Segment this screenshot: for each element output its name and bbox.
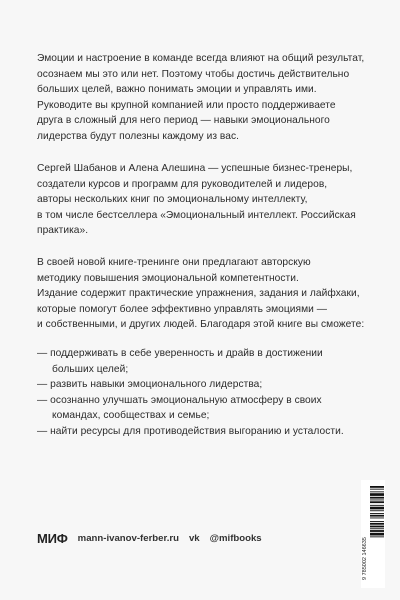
text-line: Руководите вы крупной компанией или просто поддерживаете	[37, 99, 336, 111]
list-item	[37, 424, 367, 440]
authors-paragraph	[37, 161, 367, 239]
text-line: В своей новой книге-тренинге они предлагают авторскую	[37, 257, 311, 268]
text-line: в том числе бестселлера «Эмоциональный интеллект. Российская	[37, 209, 356, 221]
list-item	[37, 346, 367, 377]
bullet-line: — найти ресурсы для противодействия выгоранию и усталости.	[37, 425, 344, 437]
publisher-logo: МИФ	[37, 531, 68, 546]
book-description-paragraph	[37, 255, 367, 333]
text-line: и собственными, и других людей. Благодаря этой книге вы сможете:	[37, 319, 365, 331]
isbn-text: 9 785002 146635	[362, 537, 368, 580]
list-item	[37, 393, 367, 424]
bullet-line: командах, сообществах и семье;	[52, 410, 210, 422]
intro-paragraph	[37, 51, 367, 145]
text-line: практика».	[37, 225, 89, 237]
publisher-website-link[interactable]: mann-ivanov-ferber.ru	[77, 533, 179, 544]
text-line: осознаем мы это или нет. Поэтому чтобы достичь действительно	[37, 68, 350, 80]
text-line: Эмоции и настроение в команде всегда влияют на общий результат,	[37, 53, 365, 64]
text-line: лидерства будут полезны каждому из вас.	[37, 130, 240, 142]
text-line: которые помогут более эффективно управлять эмоциями —	[37, 303, 328, 315]
bullet-line: больших целей;	[52, 363, 129, 375]
text-line: друга в сложный для него период — навыки эмоционального	[37, 115, 330, 127]
benefits-list	[37, 346, 367, 440]
vk-icon[interactable]: vk	[188, 533, 200, 544]
text-line: создатели курсов и программ для руководителей и лидеров,	[37, 178, 328, 190]
text-line: больших целей, важно понимать эмоции и управлять ими.	[37, 84, 317, 96]
bullet-line: — поддерживать в себе уверенность и драйв в достижении	[37, 348, 323, 359]
bullet-line: — развить навыки эмоционального лидерства;	[37, 379, 263, 391]
bullet-line: — осознанно улучшать эмоциональную атмосферу в своих	[37, 394, 322, 406]
text-line: методику повышения эмоциональной компетентности.	[37, 272, 299, 284]
text-line: авторы нескольких книг по эмоциональному интеллекту,	[37, 194, 308, 206]
isbn-barcode	[361, 480, 385, 588]
publisher-footer	[37, 531, 262, 546]
text-line: Издание содержит практические упражнения, задания и лайфхаки,	[37, 288, 360, 300]
list-item	[37, 377, 367, 393]
text-line: Сергей Шабанов и Алена Алешина — успешные бизнес-тренеры,	[37, 163, 353, 174]
social-handle[interactable]: @mifbooks	[209, 533, 262, 544]
